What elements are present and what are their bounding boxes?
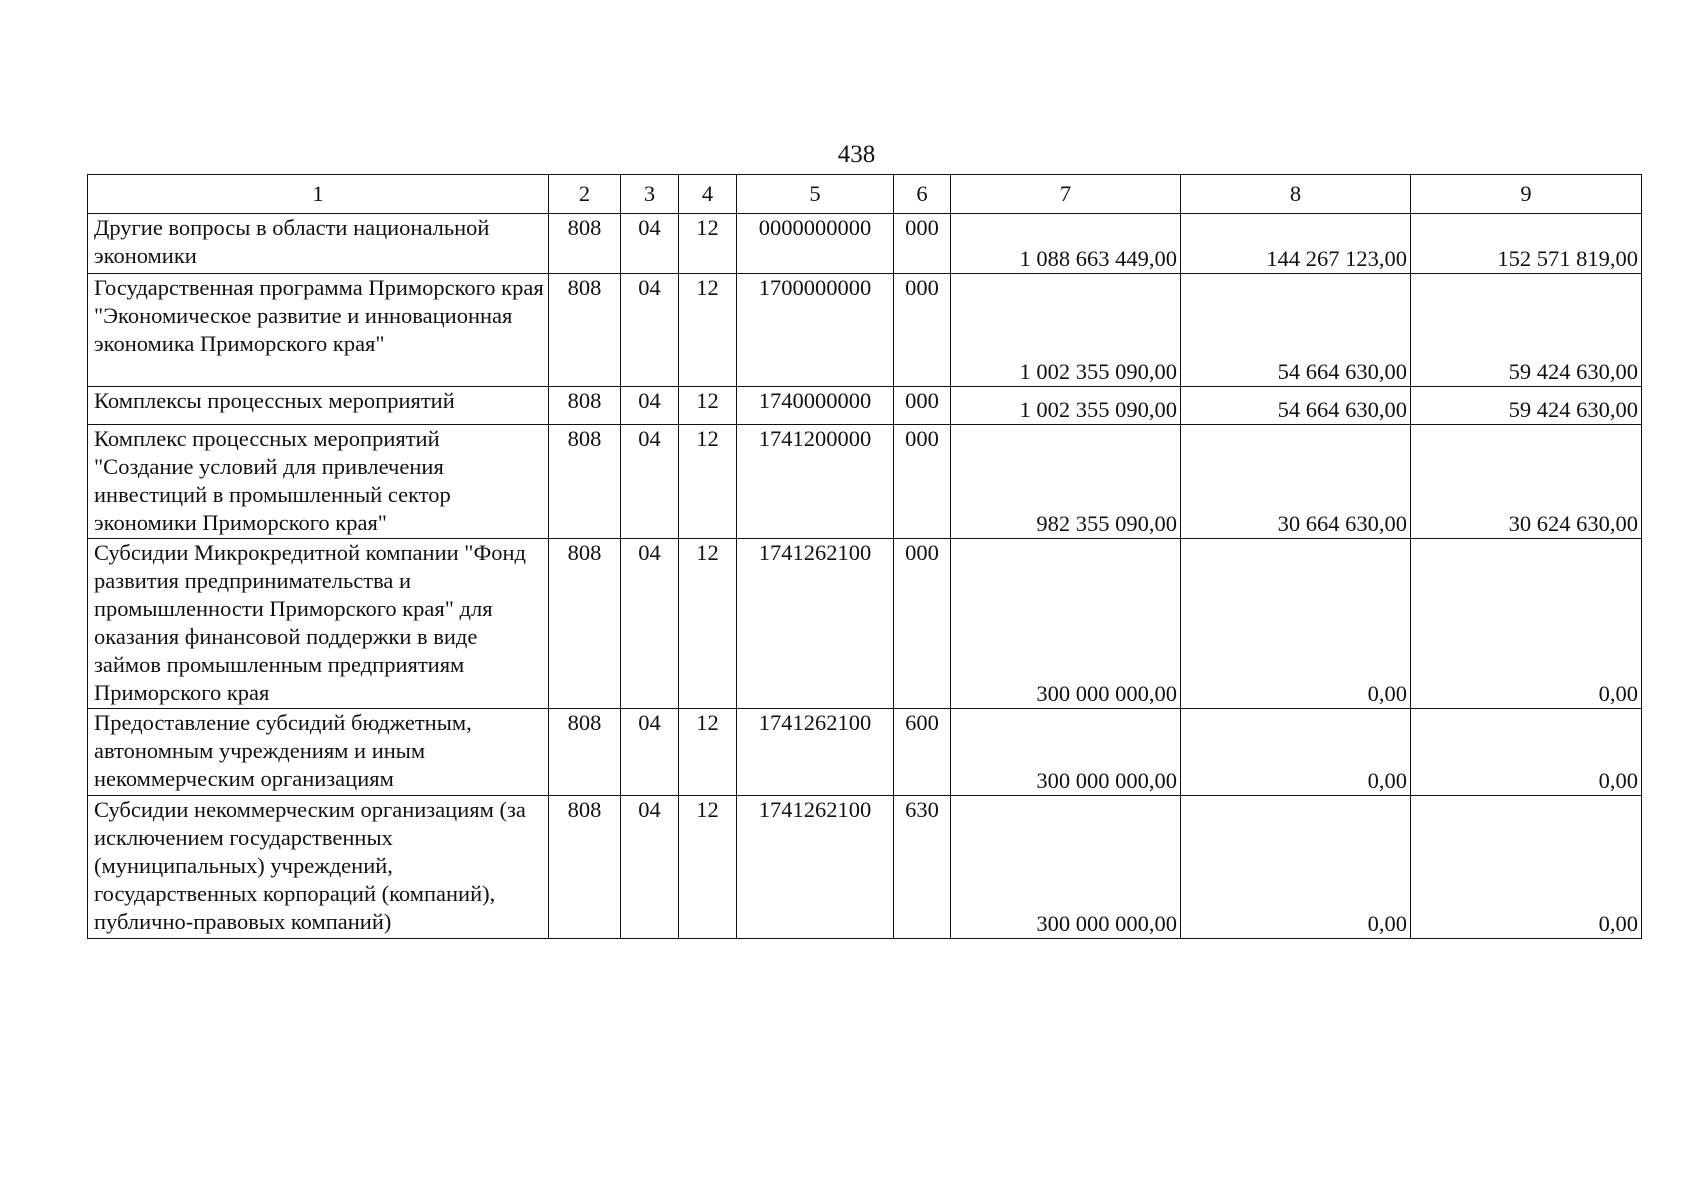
column-number: 7 (951, 175, 1181, 214)
code-cell: 808 (549, 387, 621, 425)
code-cell: 1700000000 (737, 274, 894, 387)
table-row (88, 709, 1642, 796)
code-cell: 1741262100 (737, 796, 894, 939)
code-cell: 808 (549, 539, 621, 709)
code-cell: 1741262100 (737, 709, 894, 796)
amount-cell: 59 424 630,00 (1411, 387, 1642, 425)
table-row (88, 274, 1642, 387)
row-name: Комплекс процессных мероприятий "Создание условий для привлечения инвестиций в промышленный сектор экономики Приморского края" (88, 425, 549, 539)
code-cell: 1741262100 (737, 539, 894, 709)
column-number: 3 (621, 175, 679, 214)
row-name: Государственная программа Приморского края "Экономическое развитие и инновационная экономика Приморского края" (88, 274, 549, 387)
code-cell: 12 (679, 796, 737, 939)
amount-cell: 0,00 (1181, 796, 1411, 939)
amount-cell: 30 624 630,00 (1411, 425, 1642, 539)
code-cell: 12 (679, 387, 737, 425)
code-cell: 04 (621, 796, 679, 939)
page-number: 438 (837, 141, 876, 168)
amount-cell: 1 002 355 090,00 (951, 274, 1181, 387)
code-cell: 1741200000 (737, 425, 894, 539)
code-cell: 12 (679, 425, 737, 539)
code-cell: 600 (894, 709, 951, 796)
code-cell: 000 (894, 539, 951, 709)
amount-cell: 0,00 (1181, 539, 1411, 709)
amount-cell: 54 664 630,00 (1181, 387, 1411, 425)
code-cell: 0000000000 (737, 214, 894, 274)
column-number: 6 (894, 175, 951, 214)
code-cell: 808 (549, 796, 621, 939)
code-cell: 12 (679, 709, 737, 796)
amount-cell: 0,00 (1411, 539, 1642, 709)
code-cell: 04 (621, 274, 679, 387)
code-cell: 04 (621, 425, 679, 539)
amount-cell: 982 355 090,00 (951, 425, 1181, 539)
row-name: Другие вопросы в области национальной экономики (88, 214, 549, 274)
code-cell: 04 (621, 539, 679, 709)
budget-table (87, 174, 1642, 939)
code-cell: 808 (549, 425, 621, 539)
amount-cell: 59 424 630,00 (1411, 274, 1642, 387)
amount-cell: 0,00 (1181, 709, 1411, 796)
code-cell: 630 (894, 796, 951, 939)
column-number: 4 (679, 175, 737, 214)
code-cell: 000 (894, 274, 951, 387)
code-cell: 000 (894, 425, 951, 539)
code-cell: 04 (621, 387, 679, 425)
amount-cell: 0,00 (1411, 709, 1642, 796)
amount-cell: 300 000 000,00 (951, 709, 1181, 796)
row-name: Субсидии Микрокредитной компании "Фонд развития предпринимательства и промышленности Приморского края" для оказания финансовой поддержки в виде займов промышленным предприятиям Приморского края (88, 539, 549, 709)
code-cell: 12 (679, 274, 737, 387)
row-name: Предоставление субсидий бюджетным, автономным учреждениям и иным некоммерческим организациям (88, 709, 549, 796)
table-row (88, 425, 1642, 539)
table-row (88, 539, 1642, 709)
code-cell: 1740000000 (737, 387, 894, 425)
amount-cell: 0,00 (1411, 796, 1642, 939)
table-row (88, 214, 1642, 274)
code-cell: 808 (549, 709, 621, 796)
column-number-row (88, 175, 1642, 214)
amount-cell: 300 000 000,00 (951, 796, 1181, 939)
table-row (88, 387, 1642, 425)
amount-cell: 30 664 630,00 (1181, 425, 1411, 539)
column-number: 5 (737, 175, 894, 214)
code-cell: 000 (894, 214, 951, 274)
row-name: Комплексы процессных мероприятий (88, 387, 549, 425)
amount-cell: 54 664 630,00 (1181, 274, 1411, 387)
table-row (88, 796, 1642, 939)
amount-cell: 152 571 819,00 (1411, 214, 1642, 274)
amount-cell: 300 000 000,00 (951, 539, 1181, 709)
amount-cell: 144 267 123,00 (1181, 214, 1411, 274)
code-cell: 808 (549, 274, 621, 387)
code-cell: 04 (621, 709, 679, 796)
column-number: 8 (1181, 175, 1411, 214)
code-cell: 12 (679, 214, 737, 274)
code-cell: 04 (621, 214, 679, 274)
code-cell: 000 (894, 387, 951, 425)
code-cell: 808 (549, 214, 621, 274)
column-number: 1 (88, 175, 549, 214)
row-name: Субсидии некоммерческим организациям (за исключением государственных (муниципальных) учреждений, государственных корпораций (компаний), публично-правовых компаний) (88, 796, 549, 939)
column-number: 2 (549, 175, 621, 214)
code-cell: 12 (679, 539, 737, 709)
amount-cell: 1 088 663 449,00 (951, 214, 1181, 274)
amount-cell: 1 002 355 090,00 (951, 387, 1181, 425)
column-number: 9 (1411, 175, 1642, 214)
